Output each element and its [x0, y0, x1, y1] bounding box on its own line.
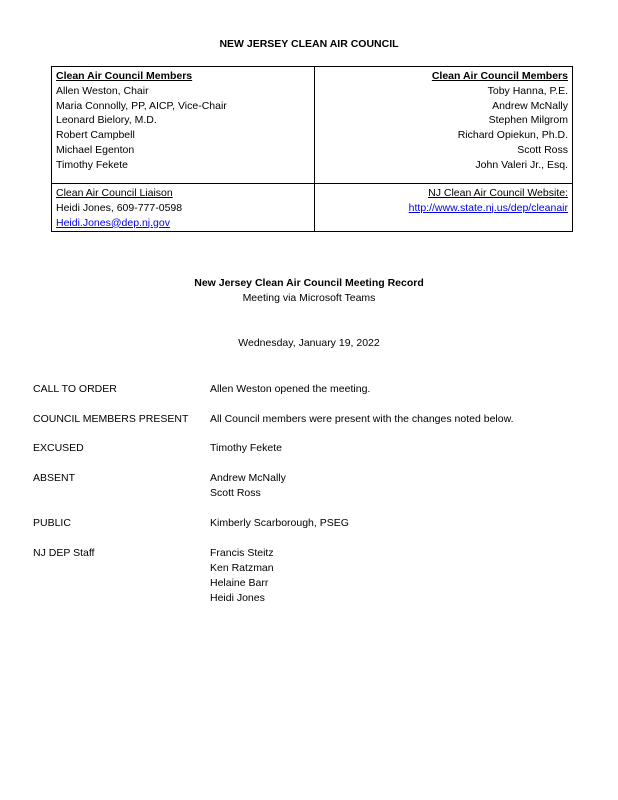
section-label: PUBLIC	[33, 517, 71, 529]
section-label: EXCUSED	[33, 442, 84, 454]
member-item: Leonard Bielory, M.D.	[56, 114, 157, 127]
section-value: Andrew McNally	[210, 472, 286, 484]
member-item: Scott Ross	[517, 143, 568, 156]
member-item: Stephen Milgrom	[488, 114, 568, 127]
section-label: CALL TO ORDER	[33, 383, 117, 395]
section-label: NJ DEP Staff	[33, 547, 95, 559]
member-item: Michael Egenton	[56, 143, 135, 156]
liaison-contact: Heidi Jones, 609-777-0598	[56, 201, 183, 214]
section-label: ABSENT	[33, 472, 76, 484]
liaison-email-link[interactable]: Heidi.Jones@dep.nj.gov	[56, 216, 170, 229]
member-item: Richard Opiekun, Ph.D.	[457, 129, 568, 142]
website-link[interactable]: http://www.state.nj.us/dep/cleanair	[408, 201, 568, 214]
members-table	[51, 66, 573, 232]
members-left-heading: Clean Air Council Members	[56, 70, 193, 82]
section-value: Ken Ratzman	[210, 562, 274, 574]
members-right-heading: Clean Air Council Members	[431, 70, 568, 82]
member-item: Timothy Fekete	[56, 158, 128, 171]
section-value: All Council members were present with the changes noted below.	[210, 413, 514, 425]
section-label: COUNCIL MEMBERS PRESENT	[33, 413, 189, 425]
record-subtitle: Meeting via Microsoft Teams	[242, 292, 376, 304]
member-item: John Valeri Jr., Esq.	[475, 158, 568, 171]
section-value: Allen Weston opened the meeting.	[210, 383, 371, 395]
section-value: Scott Ross	[210, 487, 261, 499]
member-item: Toby Hanna, P.E.	[487, 84, 568, 97]
record-title: New Jersey Clean Air Council Meeting Record	[194, 277, 424, 289]
member-item: Robert Campbell	[56, 129, 135, 142]
section-value: Kimberly Scarborough, PSEG	[210, 517, 349, 529]
liaison-heading: Clean Air Council Liaison	[56, 187, 173, 199]
website-cell	[315, 184, 572, 231]
member-item: Andrew McNally	[492, 99, 568, 112]
liaison-cell	[52, 184, 315, 231]
members-left-cell	[52, 67, 315, 184]
record-date: Wednesday, January 19, 2022	[238, 337, 380, 349]
section-value: Heidi Jones	[210, 592, 265, 604]
section-value: Francis Steitz	[210, 547, 274, 559]
section-value: Helaine Barr	[210, 577, 269, 589]
member-item: Allen Weston, Chair	[56, 84, 149, 97]
website-heading: NJ Clean Air Council Website:	[428, 187, 568, 199]
member-item: Maria Connolly, PP, AICP, Vice-Chair	[56, 99, 227, 112]
page-title: NEW JERSEY CLEAN AIR COUNCIL	[219, 38, 399, 50]
section-value: Timothy Fekete	[210, 442, 282, 454]
members-right-cell	[315, 67, 572, 184]
